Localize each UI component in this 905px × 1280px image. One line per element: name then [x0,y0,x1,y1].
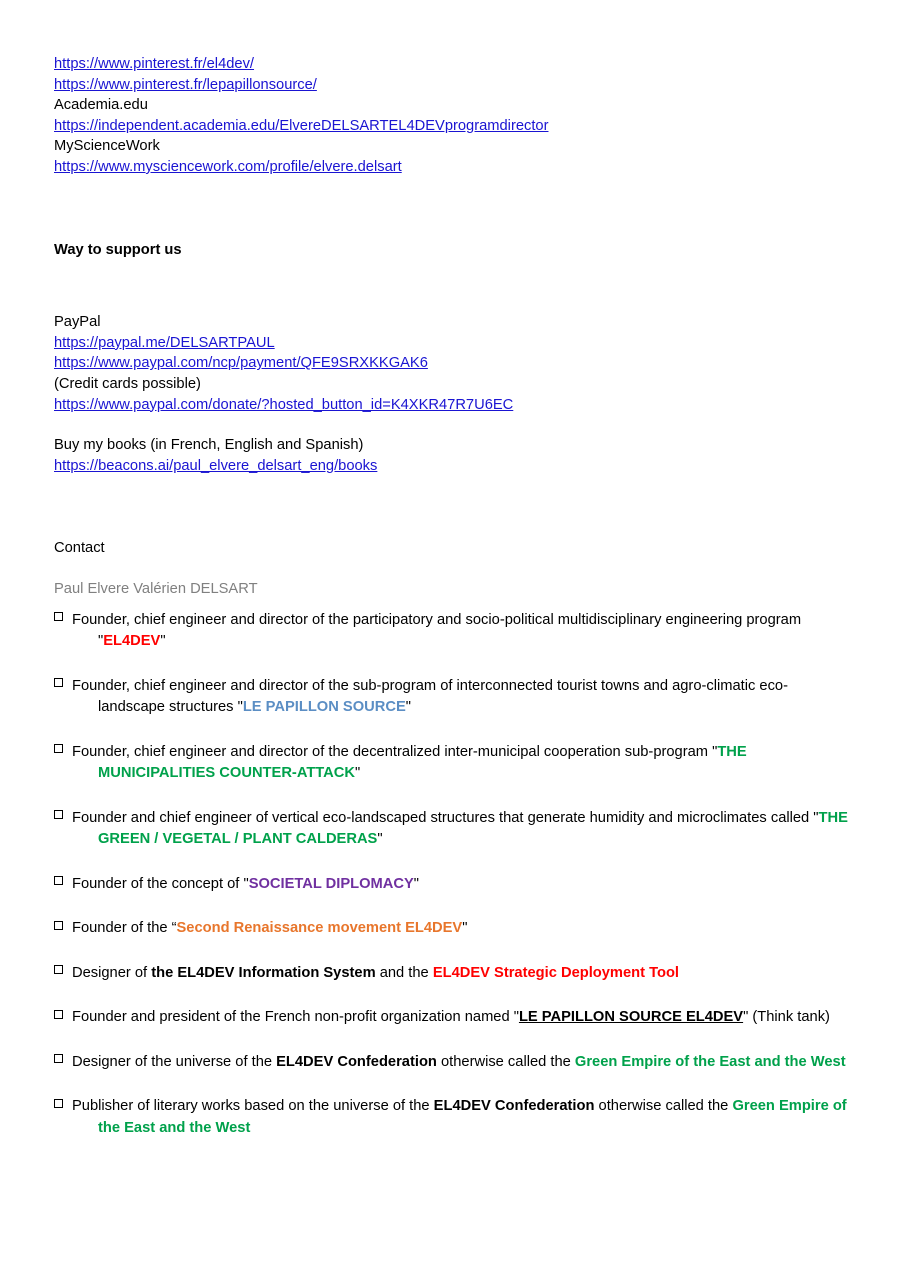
square-bullet-icon [54,612,63,621]
square-bullet-icon [54,1054,63,1063]
roles-list [54,610,848,1140]
books-line-1 [54,456,848,477]
profile-link-3[interactable]: https://independent.academia.edu/ElvereDELSARTEL4DEVprogramdirector [54,117,549,134]
contact-name: Paul Elvere Valérien DELSART [54,580,258,597]
role-segment-green: Green Empire of the East and the West [98,1098,847,1136]
spacer [54,600,848,610]
role-segment-normal: " [405,699,411,715]
paypal-links-block [54,312,848,415]
spacer [54,178,848,240]
role-segment-normal: " (Think tank) [743,1009,830,1025]
role-text [72,742,848,785]
books-block [54,435,848,476]
profile-link-0[interactable]: https://www.pinterest.fr/el4dev/ [54,56,255,72]
role-segment-normal: and the [375,964,433,981]
role-segment-normal: " [413,875,420,892]
role-text [72,1096,848,1139]
role-segment-bold-underline: LE PAPILLON SOURCE EL4DEV [518,1009,744,1025]
profile-link-1[interactable]: https://www.pinterest.fr/lepapillonsource/ [54,76,317,93]
role-segment-green: THE MUNICIPALITIES COUNTER-ATTACK [98,743,747,781]
role-segment-red: EL4DEV [103,633,161,649]
role-segment-normal: Publisher of literary works based on the universe of the [72,1098,434,1114]
role-segment-normal: Founder of the “ [72,920,177,936]
spacer [54,260,848,312]
role-segment-normal: otherwise called the [436,1053,575,1070]
role-text [72,808,848,851]
square-bullet-icon [54,810,63,819]
role-list-item [54,1007,848,1029]
role-segment-normal: Founder and president of the French non-profit organization named " [72,1009,519,1025]
profile-line-0 [54,54,848,75]
paypal-line-2 [54,353,848,374]
role-segment-bold: EL4DEV Confederation [433,1098,595,1114]
books-link-1[interactable]: https://beacons.ai/paul_elvere_delsart_eng/books [54,457,378,474]
role-segment-red: EL4DEV Strategic Deployment Tool [432,964,680,981]
role-segment-normal: Founder and chief engineer of vertical eco-landscaped structures that generate humidity and microclimates called " [72,809,819,826]
role-text [72,1007,848,1029]
square-bullet-icon [54,744,63,753]
paypal-line-1 [54,333,848,354]
profile-links-block [54,54,848,178]
role-segment-normal: otherwise called the [594,1098,733,1114]
square-bullet-icon [54,1099,63,1108]
paypal-link-2[interactable]: https://www.paypal.com/ncp/payment/QFE9SRXKKGAK6 [54,355,428,372]
role-list-item [54,676,848,719]
profile-line-3 [54,116,848,137]
role-text [72,676,848,719]
role-segment-blue: LE PAPILLON SOURCE [242,699,406,715]
profile-text-2: Academia.edu [54,97,148,114]
role-segment-green: THE GREEN / VEGETAL / PLANT CALDERAS [98,809,848,847]
profile-line-5 [54,157,848,178]
role-segment-normal: " [355,765,361,781]
role-segment-normal: Founder, chief engineer and director of the decentralized inter-municipal cooperation sub-program " [72,743,718,760]
support-heading: Way to support us [54,241,182,258]
role-list-item [54,918,848,940]
role-list-item [54,963,848,985]
paypal-line-4 [54,395,848,416]
role-text [72,918,848,940]
profile-link-5[interactable]: https://www.mysciencework.com/profile/elvere.delsart [54,158,402,175]
paypal-text-3: (Credit cards possible) [54,375,201,392]
role-segment-purple: SOCIETAL DIPLOMACY [248,875,414,892]
square-bullet-icon [54,1010,63,1019]
role-list-item [54,610,848,653]
role-segment-normal: " [377,831,383,847]
profile-text-4: MyScienceWork [54,138,160,155]
role-segment-normal: Founder of the concept of " [72,875,249,892]
role-list-item [54,808,848,851]
square-bullet-icon [54,876,63,885]
role-segment-normal: " [160,633,166,649]
role-segment-bold: the EL4DEV Information System [151,964,376,981]
square-bullet-icon [54,678,63,687]
spacer [54,476,848,538]
role-segment-normal: Designer of the universe of the [72,1053,277,1070]
role-segment-normal: Founder, chief engineer and director of the sub-program of interconnected tourist towns and agro-climatic eco-landscape structures " [72,677,788,715]
square-bullet-icon [54,921,63,930]
paypal-link-1[interactable]: https://paypal.me/DELSARTPAUL [54,334,275,351]
role-list-item [54,742,848,785]
profile-line-1 [54,75,848,96]
spacer [54,415,848,435]
role-text [72,963,848,985]
contact-label: Contact [54,540,105,557]
role-list-item [54,1052,848,1074]
role-segment-orange: Second Renaissance movement EL4DEV [176,920,463,936]
spacer [54,559,848,579]
role-list-item [54,1096,848,1139]
role-text [72,1052,848,1074]
paypal-text-0: PayPal [54,314,101,331]
square-bullet-icon [54,965,63,974]
role-segment-normal: Designer of [72,964,152,981]
role-segment-bold: EL4DEV Confederation [276,1053,437,1070]
role-segment-normal: " [462,920,468,936]
role-segment-green: Green Empire of the East and the West [574,1053,846,1070]
role-text [72,610,848,653]
role-list-item [54,874,848,896]
role-segment-normal: Founder, chief engineer and director of the participatory and socio-political multidisciplinary engineering program " [72,611,802,649]
role-text [72,874,848,896]
books-text-0: Buy my books (in French, English and Spanish) [54,437,364,454]
paypal-link-4[interactable]: https://www.paypal.com/donate/?hosted_button_id=K4XKR47R7U6EC [54,396,514,413]
